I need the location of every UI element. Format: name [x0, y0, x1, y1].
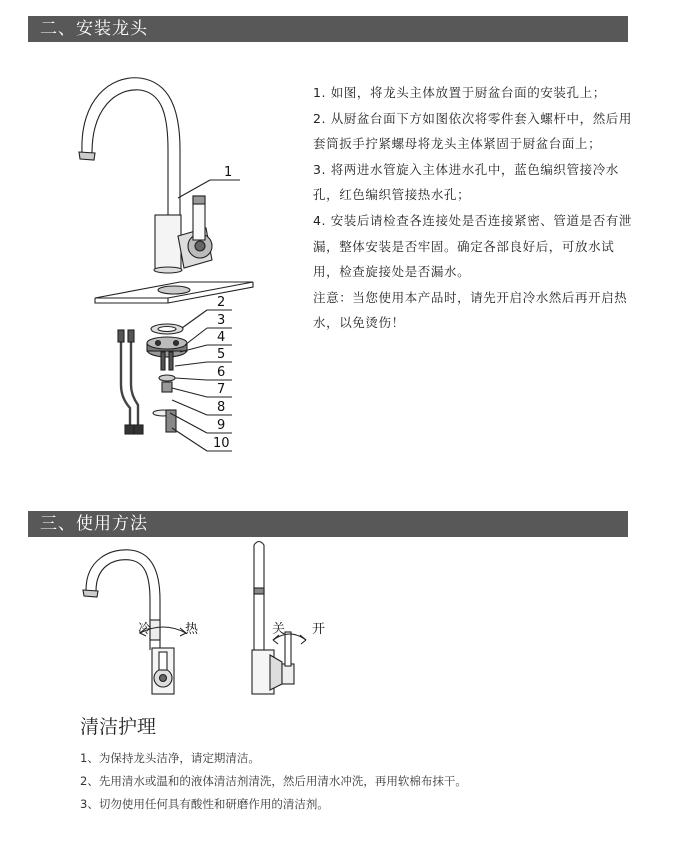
section-header-install: 二、安装龙头: [28, 16, 628, 42]
part-label-4: 4: [217, 330, 226, 345]
label-open: 开: [312, 622, 326, 637]
part-label-10: 10: [213, 436, 230, 451]
part-label-5: 5: [217, 347, 226, 362]
cleaning-item-1: 1、为保持龙头洁净，请定期清洁。: [80, 751, 260, 765]
cleaning-list: [80, 747, 467, 816]
part-label-6: 6: [217, 365, 226, 380]
section-header-usage: 三、使用方法: [28, 511, 628, 537]
cleaning-title: 清洁护理: [80, 716, 157, 738]
part-label-9: 9: [217, 418, 226, 433]
label-hot: 热: [185, 622, 199, 637]
part-label-1: 1: [224, 165, 233, 180]
install-step-4: 4. 安装后请检查各连接处是否连接紧密、管道是否有泄漏，整体安装是否牢固。确定各部良好后，可放水试用，检查旋接处是否漏水。: [313, 212, 633, 280]
part-label-7: 7: [217, 382, 226, 397]
cleaning-item-2: 2、先用清水或温和的液体清洁剂清洗，然后用清水冲洗，再用软棉布抹干。: [80, 774, 467, 788]
label-close: 关: [272, 622, 286, 637]
label-cold: 冷: [138, 622, 152, 637]
install-note: 注意：当您使用本产品时，请先开启冷水然后再开启热水，以免烫伤！: [313, 289, 628, 331]
part-label-3: 3: [217, 313, 226, 328]
cleaning-item-3: 3、切勿使用任何具有酸性和研磨作用的清洁剂。: [80, 797, 329, 811]
install-step-2: 2. 从厨盆台面下方如图依次将零件套入螺杆中，然后用套筒扳手拧紧螺母将龙头主体紧固于厨盆台面上；: [313, 110, 633, 152]
install-step-3: 3. 将两进水管旋入主体进水孔中，蓝色编织管接冷水孔，红色编织管接热水孔；: [313, 161, 619, 203]
install-step-1: 1. 如图，将龙头主体放置于厨盆台面的安装孔上；: [313, 85, 606, 100]
part-label-8: 8: [217, 400, 226, 415]
part-label-2: 2: [217, 295, 226, 310]
